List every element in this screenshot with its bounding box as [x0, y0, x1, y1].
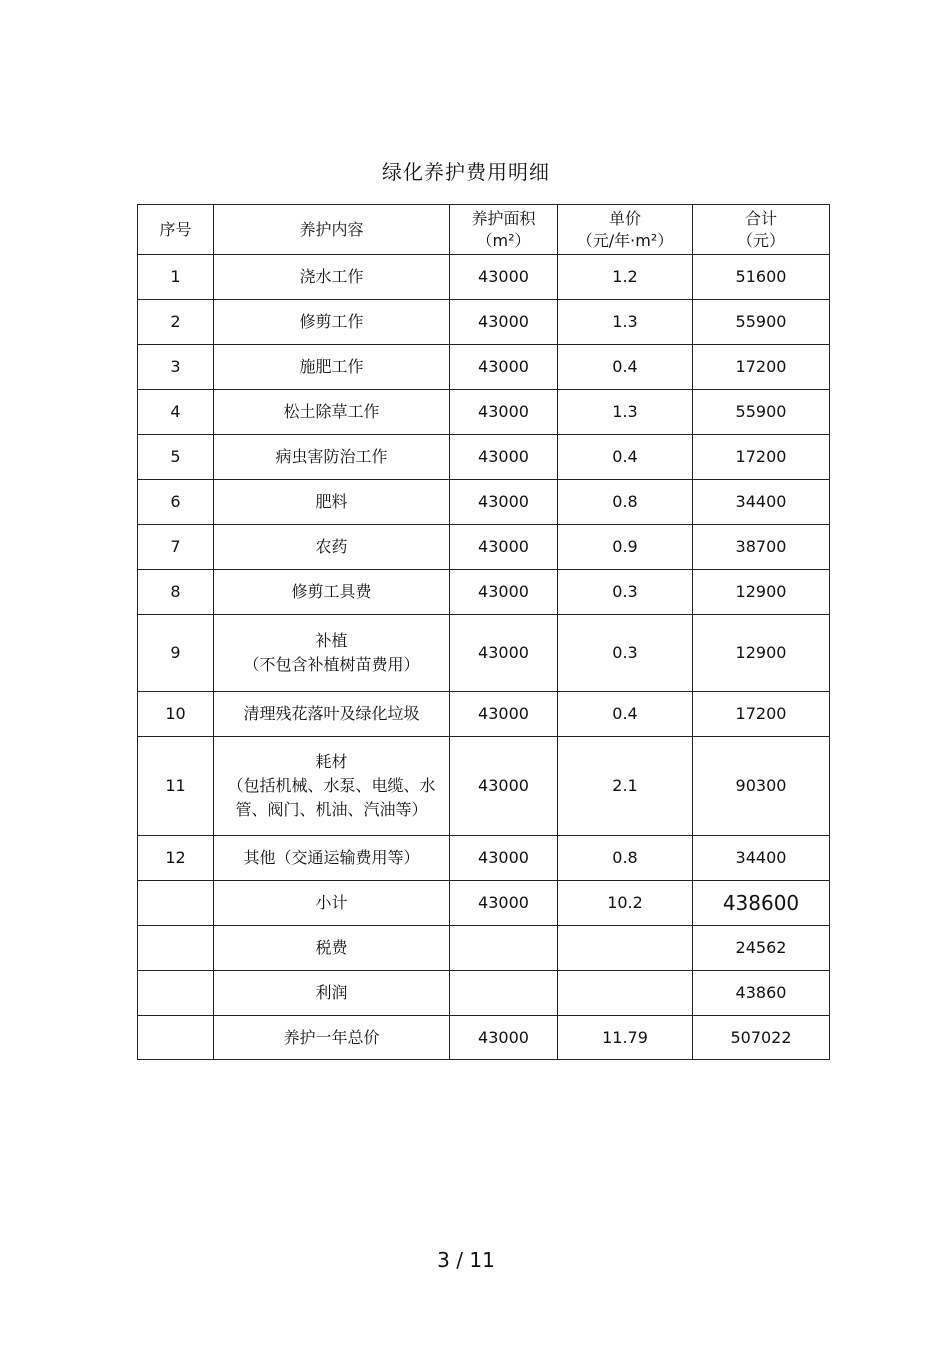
annual-total-area: 43000: [450, 1016, 558, 1060]
cell-no: [138, 971, 214, 1016]
cell-area: [450, 971, 558, 1016]
cell-area: 43000: [450, 615, 558, 692]
cell-area: 43000: [450, 737, 558, 836]
cell-area: 43000: [450, 836, 558, 881]
cell-content-note: （不包含补植树苗费用）: [243, 655, 420, 674]
cell-content: [214, 737, 450, 836]
table-row: [138, 570, 830, 615]
cell-price: 0.4: [558, 692, 693, 737]
cell-no: 11: [138, 737, 214, 836]
cell-no: [138, 926, 214, 971]
cell-price: 1.3: [558, 390, 693, 435]
cell-area: 43000: [450, 300, 558, 345]
annual-total-label: 养护一年总价: [214, 1016, 450, 1060]
header-no: 序号: [138, 205, 214, 255]
annual-total-price: 11.79: [558, 1016, 693, 1060]
table-row: [138, 480, 830, 525]
cell-no: [138, 881, 214, 926]
subtotal-row: [138, 881, 830, 926]
document-title: 绿化养护费用明细: [382, 160, 550, 184]
cell-no: 12: [138, 836, 214, 881]
table-row: [138, 345, 830, 390]
cell-content: 其他（交通运输费用等）: [214, 836, 450, 881]
cell-no: 5: [138, 435, 214, 480]
cell-price: 1.2: [558, 255, 693, 300]
cell-total: 12900: [693, 615, 830, 692]
cell-total: 34400: [693, 836, 830, 881]
cell-content-main: 补植: [315, 631, 348, 650]
cell-price: [558, 926, 693, 971]
cell-total: 55900: [693, 390, 830, 435]
header-price: [558, 205, 693, 255]
cell-total: 55900: [693, 300, 830, 345]
cell-total: 12900: [693, 570, 830, 615]
cell-total: 51600: [693, 255, 830, 300]
cell-content: 病虫害防治工作: [214, 435, 450, 480]
header-area: [450, 205, 558, 255]
cell-price: 0.9: [558, 525, 693, 570]
header-content: 养护内容: [214, 205, 450, 255]
cell-price: [558, 971, 693, 1016]
cell-content: 浇水工作: [214, 255, 450, 300]
cell-content-main: 耗材: [315, 752, 348, 771]
header-total-label: 合计: [744, 208, 777, 228]
header-price-unit: （元/年·m²）: [576, 230, 674, 250]
header-total-unit: （元）: [736, 230, 785, 250]
table-row: [138, 435, 830, 480]
header-area-unit: （m²）: [476, 230, 531, 250]
cell-price: 0.3: [558, 570, 693, 615]
cell-area: 43000: [450, 435, 558, 480]
table-row: [138, 615, 830, 692]
cell-total: 17200: [693, 345, 830, 390]
tax-label: 税费: [214, 926, 450, 971]
cell-content: 农药: [214, 525, 450, 570]
cell-price: 0.4: [558, 435, 693, 480]
cell-area: 43000: [450, 345, 558, 390]
cell-no: 2: [138, 300, 214, 345]
cell-content: 清理残花落叶及绿化垃圾: [214, 692, 450, 737]
cell-no: 3: [138, 345, 214, 390]
cell-price: 0.8: [558, 836, 693, 881]
cell-price: 2.1: [558, 737, 693, 836]
cell-area: 43000: [450, 390, 558, 435]
subtotal-label: 小计: [214, 881, 450, 926]
cell-price: 0.8: [558, 480, 693, 525]
cell-no: 9: [138, 615, 214, 692]
table-row: [138, 737, 830, 836]
cell-no: 6: [138, 480, 214, 525]
subtotal-total: 438600: [693, 881, 830, 926]
annual-total-row: [138, 1016, 830, 1060]
profit-label: 利润: [214, 971, 450, 1016]
table-row: [138, 836, 830, 881]
cell-content: 肥料: [214, 480, 450, 525]
table-row: [138, 390, 830, 435]
cell-total: 17200: [693, 692, 830, 737]
cell-price: 1.3: [558, 300, 693, 345]
cell-content: [214, 615, 450, 692]
cell-total: 17200: [693, 435, 830, 480]
table-row: [138, 255, 830, 300]
annual-total-total: 507022: [693, 1016, 830, 1060]
profit-row: [138, 971, 830, 1016]
cell-total: 90300: [693, 737, 830, 836]
tax-row: [138, 926, 830, 971]
cell-total: 38700: [693, 525, 830, 570]
table-row: [138, 692, 830, 737]
table-row: [138, 300, 830, 345]
cell-area: 43000: [450, 570, 558, 615]
subtotal-area: 43000: [450, 881, 558, 926]
table-header-row: [138, 205, 830, 255]
cell-no: 7: [138, 525, 214, 570]
cell-content: 松土除草工作: [214, 390, 450, 435]
cell-content: 修剪工作: [214, 300, 450, 345]
cell-content-note: （包括机械、水泵、电缆、水管、阀门、机油、汽油等）: [227, 776, 436, 819]
cell-area: [450, 926, 558, 971]
cell-price: 0.3: [558, 615, 693, 692]
cell-total: 34400: [693, 480, 830, 525]
cell-area: 43000: [450, 692, 558, 737]
tax-total: 24562: [693, 926, 830, 971]
cell-content: 施肥工作: [214, 345, 450, 390]
cell-area: 43000: [450, 525, 558, 570]
header-price-label: 单价: [608, 208, 641, 228]
cell-price: 0.4: [558, 345, 693, 390]
page-indicator: 3 / 11: [437, 1248, 495, 1272]
cell-content: 修剪工具费: [214, 570, 450, 615]
cell-no: [138, 1016, 214, 1060]
header-total: [693, 205, 830, 255]
profit-total: 43860: [693, 971, 830, 1016]
cell-no: 1: [138, 255, 214, 300]
header-area-label: 养护面积: [471, 208, 536, 228]
cell-no: 10: [138, 692, 214, 737]
table-row: [138, 525, 830, 570]
cell-area: 43000: [450, 255, 558, 300]
fee-table: [137, 204, 830, 1060]
cell-area: 43000: [450, 480, 558, 525]
subtotal-price: 10.2: [558, 881, 693, 926]
cell-no: 4: [138, 390, 214, 435]
cell-no: 8: [138, 570, 214, 615]
